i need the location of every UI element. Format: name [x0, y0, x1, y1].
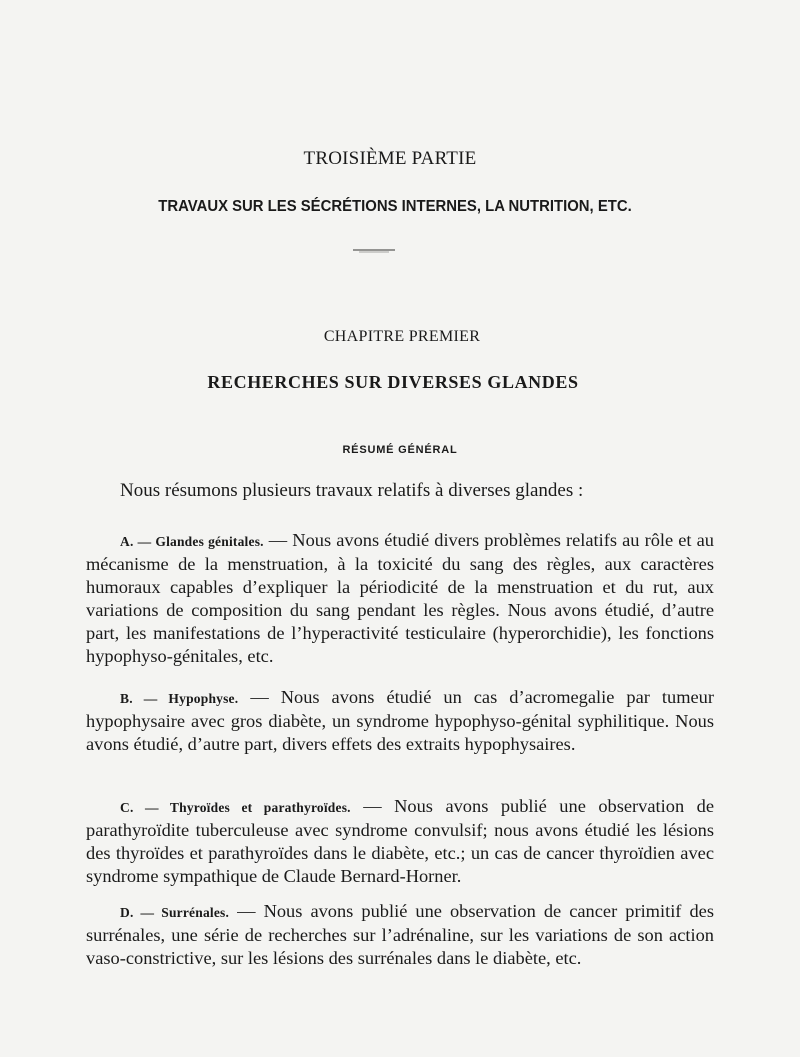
paragraph-glandes-genitales — [86, 529, 714, 668]
paragraph-surrenales — [86, 900, 714, 970]
paragraph-text: — Nous avons étudié un cas d’acromegalie par tumeur hypophysaire avec gros diabète, un syndrome hypophyso-génital syphilitique. Nous avons étudié, d’autre part, divers effets des extraits hypophysaires. — [86, 687, 714, 755]
paragraph-thyroides — [86, 795, 714, 888]
section-label: RÉSUMÉ GÉNÉRAL — [342, 444, 458, 456]
chapter-title: CHAPITRE PREMIER — [323, 328, 481, 345]
paragraph-text: — Nous avons publié une observation de cancer primitif des surrénales, une série de recherches sur l’adrénaline, sur les variations de son action vaso-constrictive, sur les lésions des surrénales dans le diabète, etc. — [86, 901, 714, 969]
part-subtitle: TRAVAUX SUR LES SÉCRÉTIONS INTERNES, LA NUTRITION, ETC. — [158, 198, 632, 215]
paragraph-text: — Nous avons étudié divers problèmes relatifs au rôle et au mécanisme de la menstruation, à la toxicité du sang des règles, aux caractères humoraux capables d’expliquer la périodicité de la menstruation et du rut, aux variations de composition du sang pendant les règles. Nous avons étudié, d’autre part, les manifestations de l’hyperactivité testiculaire (hyperorchidie), les fonctions hypophyso-génitales, etc. — [86, 530, 714, 667]
paragraph-label: A. — Glandes génitales. — [120, 534, 264, 550]
chapter-subtitle: RECHERCHES SUR DIVERSES GLANDES — [207, 372, 579, 392]
intro-sentence: Nous résumons plusieurs travaux relatifs à diverses glandes : — [120, 480, 584, 501]
paragraph-label: B. — Hypophyse. — [120, 691, 239, 707]
separator-ornament — [353, 248, 395, 254]
part-title: TROISIÈME PARTIE — [303, 148, 477, 169]
paragraph-hypophyse — [86, 686, 714, 756]
paragraph-text: — Nous avons publié une observation de parathyroïdite tuberculeuse avec syndrome convulsif; nous avons étudié les lésions des thyroïdes et parathyroïdes dans le diabète, etc.; un cas de cancer thyroïdien avec syndrome sympathique de Claude Bernard-Horner. — [86, 796, 714, 887]
paragraph-label: C. — Thyroïdes et parathyroïdes. — [120, 800, 351, 816]
paragraph-label: D. — Surrénales. — [120, 905, 230, 921]
